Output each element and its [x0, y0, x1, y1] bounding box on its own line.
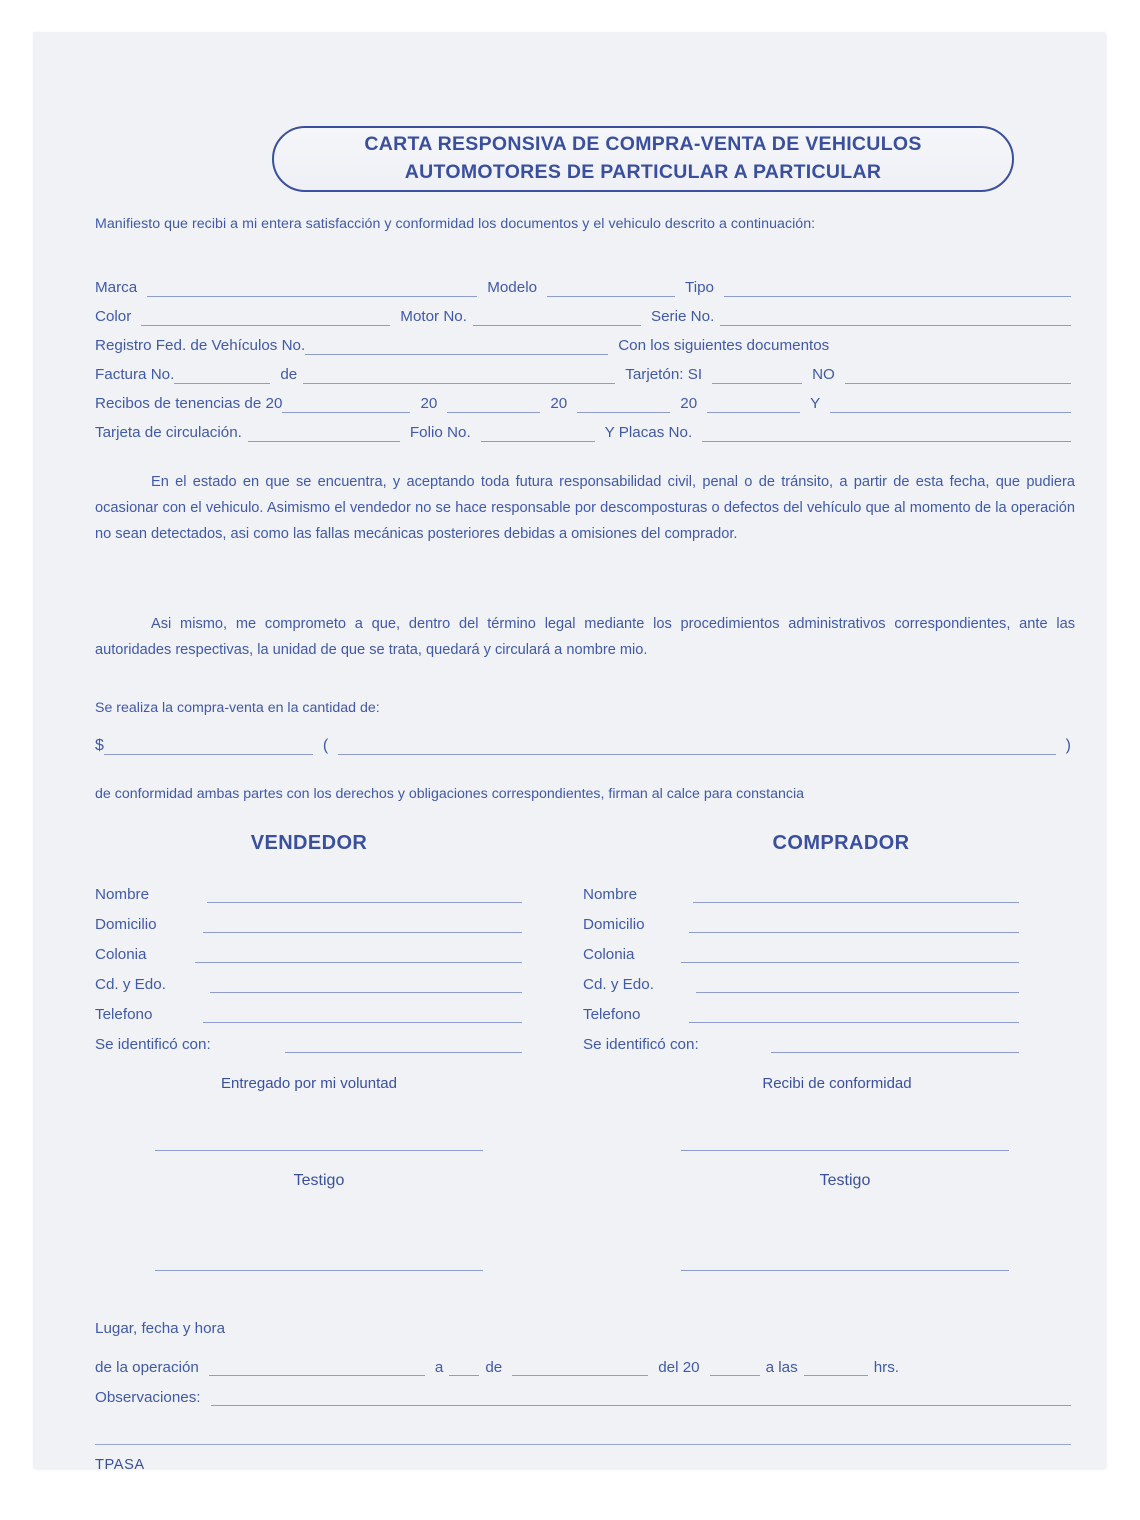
input-folio-no[interactable] — [481, 424, 595, 442]
input-operation-day[interactable] — [449, 1358, 479, 1376]
seller-row-identificacion — [95, 1023, 583, 1053]
document-sheet — [33, 32, 1105, 1473]
party-buyer — [583, 832, 1071, 1092]
label-observaciones: Observaciones: — [95, 1389, 201, 1406]
seller-label-identificacion: Se identificó con: — [95, 1036, 211, 1053]
operation-line1: Lugar, fecha y hora — [95, 1320, 226, 1337]
operation-line2 — [95, 1346, 1071, 1376]
label-tarjeton-si: Tarjetón: SI — [625, 366, 703, 383]
label-anio-20-a: 20 — [420, 395, 438, 412]
seller-input-domicilio[interactable] — [203, 915, 522, 933]
label-tipo: Tipo — [685, 279, 714, 296]
input-serie-no[interactable] — [720, 308, 1071, 326]
buyer-input-domicilio[interactable] — [689, 915, 1019, 933]
seller-row-telefono — [95, 993, 583, 1023]
buyer-input-cd-edo[interactable] — [696, 975, 1019, 993]
seller-input-telefono[interactable] — [203, 1005, 522, 1023]
party-buyer-footer: Recibi de conformidad — [762, 1075, 912, 1092]
witness-signature-lines-top — [95, 1150, 1071, 1151]
input-motor-no[interactable] — [473, 308, 641, 326]
buyer-label-telefono: Telefono — [583, 1006, 641, 1023]
label-tarjeton-no: NO — [812, 366, 835, 383]
field-row-marca-modelo-tipo — [95, 268, 1071, 297]
seller-row-nombre — [95, 873, 583, 903]
input-observaciones-2[interactable] — [95, 1432, 1071, 1445]
witness-line-seller-top-wrap — [75, 1150, 563, 1151]
label-a-las: a las — [765, 1359, 798, 1376]
label-recibos: Recibos de tenencias de 20 — [95, 395, 283, 412]
seller-row-cd-edo — [95, 963, 583, 993]
input-tenencia-1[interactable] — [282, 395, 410, 413]
label-folio-no: Folio No. — [409, 424, 471, 441]
label-hrs: hrs. — [873, 1359, 900, 1376]
seller-label-telefono: Telefono — [95, 1006, 153, 1023]
field-row-registro-documentos — [95, 326, 1071, 355]
buyer-input-identificacion[interactable] — [771, 1035, 1019, 1053]
footer-code: TPASA — [95, 1457, 145, 1473]
input-amount-numeric[interactable] — [104, 737, 313, 755]
buyer-label-colonia: Colonia — [583, 946, 635, 963]
party-buyer-title: COMPRADOR — [772, 832, 910, 854]
field-row-color-motor-serie — [95, 297, 1071, 326]
input-factura-no[interactable] — [174, 366, 270, 384]
witness-line-buyer-top-wrap — [601, 1150, 1089, 1151]
seller-row-domicilio — [95, 903, 583, 933]
witness-signature-line-buyer[interactable] — [681, 1150, 1009, 1151]
currency-symbol: $ — [95, 737, 104, 754]
input-registro-fed[interactable] — [305, 337, 608, 355]
buyer-row-nombre — [583, 873, 1071, 903]
buyer-row-cd-edo — [583, 963, 1071, 993]
paragraph-responsibility: En el estado en que se encuentra, y aceptando toda futura responsabilidad civil, penal o de tránsito, a partir de esta fecha, que pudiera ocasionar con el vehiculo. Asimismo el vendedor no se hace responsable por descomposturas o defectos del vehículo que al momento de la operación no sean detectados, asi como las fallas mecánicas posteriores debidas a omisiones del comprador. — [95, 474, 1075, 542]
input-operation-place[interactable] — [209, 1358, 425, 1376]
party-seller-footer: Entregado por mi voluntad — [221, 1075, 397, 1092]
input-tarjeton-si[interactable] — [712, 366, 802, 384]
seller-input-colonia[interactable] — [195, 945, 522, 963]
seller-label-cd-edo: Cd. y Edo. — [95, 976, 166, 993]
buyer-row-colonia — [583, 933, 1071, 963]
input-tarjeton-no[interactable] — [845, 366, 1071, 384]
seller-label-colonia: Colonia — [95, 946, 147, 963]
input-operation-month[interactable] — [512, 1358, 648, 1376]
field-row-factura-tarjeton — [95, 355, 1071, 384]
witness-line-seller-bottom-wrap — [75, 1270, 563, 1271]
parties-section — [95, 832, 1071, 1092]
label-placas-no: Y Placas No. — [604, 424, 693, 441]
seller-label-nombre: Nombre — [95, 886, 150, 903]
vehicle-fields-block — [95, 268, 1071, 442]
input-placas-no[interactable] — [702, 424, 1071, 442]
label-modelo: Modelo — [487, 279, 538, 296]
seller-input-identificacion[interactable] — [285, 1035, 522, 1053]
witness-signature-line-buyer-2[interactable] — [681, 1270, 1009, 1271]
witness-line-buyer-bottom-wrap — [601, 1270, 1089, 1271]
label-tarjeta-circulacion: Tarjeta de circulación. — [95, 424, 242, 441]
observaciones-row — [95, 1376, 1071, 1406]
seller-input-nombre[interactable] — [207, 885, 522, 903]
input-observaciones-1[interactable] — [211, 1388, 1071, 1406]
party-seller-title: VENDEDOR — [250, 832, 368, 854]
input-color[interactable] — [141, 308, 390, 326]
buyer-label-cd-edo: Cd. y Edo. — [583, 976, 654, 993]
input-tenencia-3[interactable] — [577, 395, 670, 413]
document-title-badge — [272, 126, 1014, 192]
input-amount-words[interactable] — [338, 737, 1055, 755]
buyer-label-domicilio: Domicilio — [583, 916, 645, 933]
input-tenencia-4[interactable] — [707, 395, 800, 413]
label-registro-fed: Registro Fed. de Vehículos No. — [95, 337, 306, 354]
buyer-label-nombre: Nombre — [583, 886, 638, 903]
paren-open: ( — [322, 737, 329, 754]
witness-label-left: Testigo — [293, 1172, 345, 1189]
conformity-text: de conformidad ambas partes con los derechos y obligaciones correspondientes, firman al calce para constancia — [95, 786, 804, 802]
label-del-20: del 20 — [658, 1359, 700, 1376]
paren-close: ) — [1065, 737, 1071, 754]
buyer-row-telefono — [583, 993, 1071, 1023]
buyer-row-identificacion — [583, 1023, 1071, 1053]
field-row-recibos-tenencias — [95, 384, 1071, 413]
label-a: a — [434, 1359, 444, 1376]
input-marca[interactable] — [147, 279, 477, 297]
input-operation-year[interactable] — [710, 1358, 760, 1376]
amount-label: Se realiza la compra-venta en la cantidad de: — [95, 700, 380, 716]
witness-signature-lines-bottom — [95, 1270, 1071, 1271]
label-color: Color — [95, 308, 132, 325]
label-de-la-operacion: de la operación — [95, 1359, 199, 1376]
witness-signature-line-seller-2[interactable] — [155, 1270, 483, 1271]
input-factura-de[interactable] — [303, 366, 615, 384]
operation-block — [95, 1320, 1071, 1473]
label-anio-20-b: 20 — [550, 395, 568, 412]
title-line-2: AUTOMOTORES DE PARTICULAR A PARTICULAR — [404, 161, 882, 183]
seller-row-colonia — [95, 933, 583, 963]
paragraph-commitment: Asi mismo, me comprometo a que, dentro del término legal mediante los procedimientos administrativos correspondientes, ante las autoridades respectivas, la unidad de que se trata, quedará y circulará a nombre mio. — [95, 616, 1075, 658]
label-factura-no: Factura No. — [95, 366, 175, 383]
input-tarjeta-circulacion[interactable] — [248, 424, 400, 442]
party-seller — [95, 832, 583, 1092]
buyer-row-domicilio — [583, 903, 1071, 933]
label-con-documentos: Con los siguientes documentos — [618, 337, 830, 354]
seller-input-cd-edo[interactable] — [210, 975, 522, 993]
seller-label-domicilio: Domicilio — [95, 916, 157, 933]
label-de-month: de — [485, 1359, 503, 1376]
title-line-1: CARTA RESPONSIVA DE COMPRA-VENTA DE VEHICULOS — [364, 133, 922, 156]
input-modelo[interactable] — [547, 279, 675, 297]
witness-signature-line-seller[interactable] — [155, 1150, 483, 1151]
label-serie-no: Serie No. — [650, 308, 715, 325]
intro-text: Manifiesto que recibi a mi entera satisfacción y conformidad los documentos y el vehiculo descrito a continuación: — [95, 216, 816, 232]
amount-row — [95, 737, 1071, 755]
field-row-tarjeta-folio-placas — [95, 413, 1071, 442]
buyer-input-telefono[interactable] — [689, 1005, 1019, 1023]
buyer-label-identificacion: Se identificó con: — [583, 1036, 699, 1053]
witness-label-row — [95, 1172, 1071, 1190]
buyer-input-colonia[interactable] — [681, 945, 1019, 963]
buyer-input-nombre[interactable] — [693, 885, 1019, 903]
label-y: Y — [810, 395, 821, 412]
input-tenencia-2[interactable] — [447, 395, 540, 413]
label-de: de — [280, 366, 298, 383]
witness-label-right: Testigo — [819, 1172, 871, 1189]
label-anio-20-c: 20 — [680, 395, 698, 412]
label-motor-no: Motor No. — [400, 308, 467, 325]
label-marca: Marca — [95, 279, 138, 296]
input-tipo[interactable] — [724, 279, 1071, 297]
input-operation-hour[interactable] — [804, 1358, 868, 1376]
input-tenencia-5[interactable] — [830, 395, 1071, 413]
